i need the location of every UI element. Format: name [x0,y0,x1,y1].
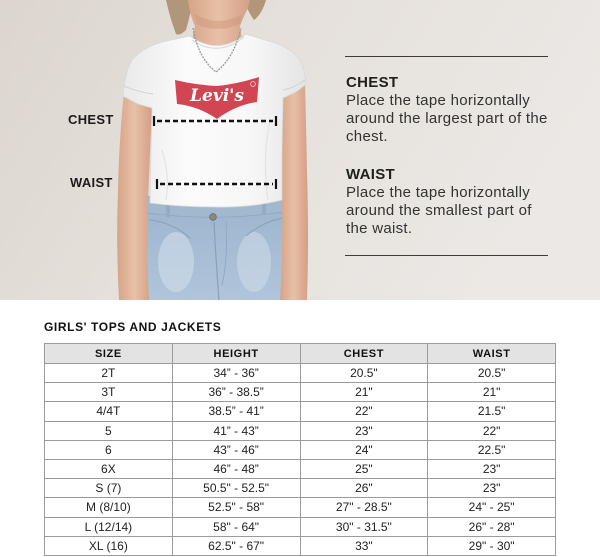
chest-cell: 25" [301,460,429,479]
left-arm [117,92,152,300]
chest-cell: 20.5" [301,364,429,383]
chest-label: CHEST [68,112,114,127]
column-header-height: HEIGHT [173,344,301,364]
waist-cell: 20.5" [428,364,556,383]
chest-instruction-text: chest. [346,128,388,145]
height-cell: 46” - 48” [173,460,301,479]
jeans [145,194,286,300]
size-cell: 6 [45,441,173,460]
height-cell: 43” - 46” [173,441,301,460]
divider-top [345,56,548,57]
waist-instruction [346,166,561,238]
chest-cell: 22" [301,402,429,421]
levis-logo-text: Levi's [190,86,244,106]
waist-cell: 22" [428,422,556,441]
height-cell: 34” - 36” [173,364,301,383]
jeans-fade-right [237,232,271,292]
size-cell: XL (16) [45,537,173,556]
height-cell: 38.5” - 41” [173,402,301,421]
size-cell: 3T [45,383,173,402]
size-cell: L (12/14) [45,518,173,537]
divider-bottom [345,255,548,256]
column-header-size: SIZE [45,344,173,364]
waist-cell: 29" - 30" [428,537,556,556]
chest-cell: 26" [301,479,429,498]
size-table [44,343,556,556]
chest-cell: 24" [301,441,429,460]
size-cell: 5 [45,422,173,441]
size-cell: 4/4T [45,402,173,421]
size-cell: 6X [45,460,173,479]
size-cell: 2T [45,364,173,383]
waist-instruction-text: Place the tape horizontally [346,184,531,201]
waist-cell: 23" [428,479,556,498]
right-arm [280,84,308,300]
size-cell: S (7) [45,479,173,498]
chest-instruction-text: Place the tape horizontally [346,92,531,109]
chest-instruction [346,74,561,146]
waist-cell: 24" - 25" [428,498,556,517]
height-cell: 41” - 43” [173,422,301,441]
waist-instruction-text: around the smallest part of [346,202,532,219]
chest-cell: 30" - 31.5" [301,518,429,537]
waist-cell: 22.5" [428,441,556,460]
chest-cell: 23" [301,422,429,441]
waist-instruction-text: the waist. [346,220,413,237]
waist-instruction-heading: WAIST [346,166,395,183]
chest-cell: 27" - 28.5" [301,498,429,517]
waist-label: WAIST [70,175,113,190]
chest-cell: 21" [301,383,429,402]
height-cell: 62.5" - 67" [173,537,301,556]
waist-cell: 23" [428,460,556,479]
size-chart-title: GIRLS' TOPS AND JACKETS [44,320,222,334]
waist-cell: 26" - 28" [428,518,556,537]
height-cell: 36” - 38.5” [173,383,301,402]
height-cell: 58" - 64" [173,518,301,537]
height-cell: 50.5" - 52.5" [173,479,301,498]
jeans-fade-left [158,232,194,292]
chest-cell: 33" [301,537,429,556]
chest-instruction-heading: CHEST [346,74,399,91]
column-header-chest: CHEST [301,344,429,364]
waist-cell: 21" [428,383,556,402]
jeans-button [210,214,217,221]
waist-cell: 21.5" [428,402,556,421]
chest-instruction-text: around the largest part of the [346,110,548,127]
column-header-waist: WAIST [428,344,556,364]
size-cell: M (8/10) [45,498,173,517]
height-cell: 52.5" - 58" [173,498,301,517]
